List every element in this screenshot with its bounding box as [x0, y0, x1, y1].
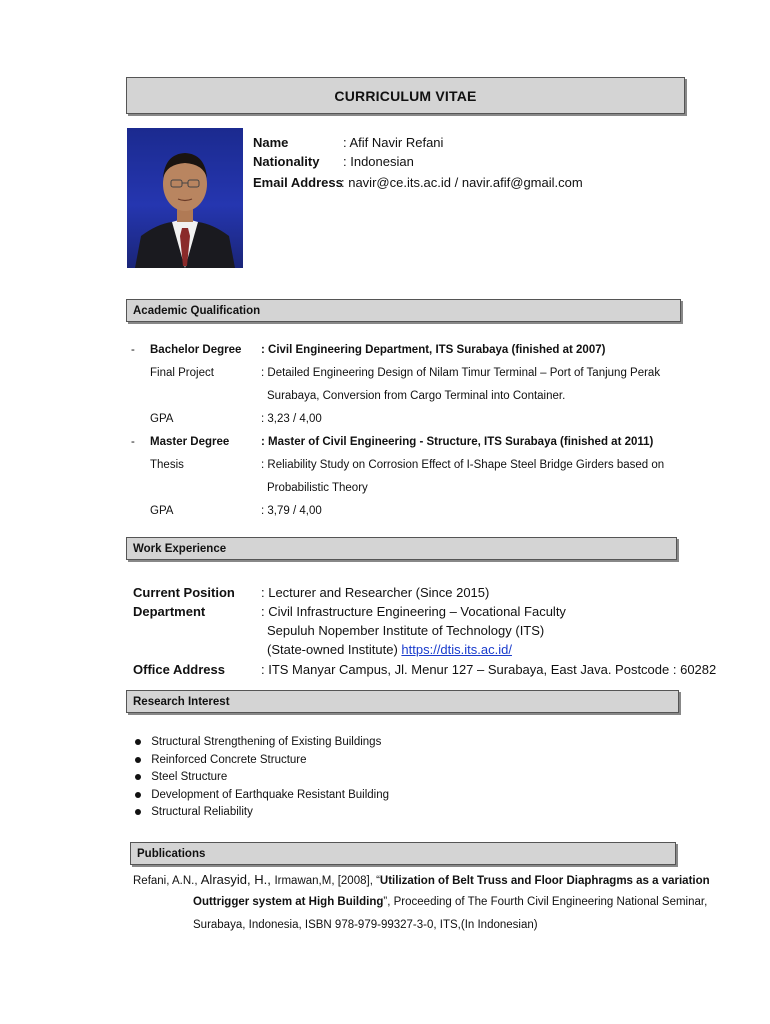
research-item: Development of Earthquake Resistant Building [135, 789, 389, 807]
research-item: Reinforced Concrete Structure [135, 754, 389, 772]
nationality-value: : Indonesian [343, 154, 414, 169]
office-address-value: : ITS Manyar Campus, Jl. Menur 127 – Surabaya, East Java. Postcode : 60282 [261, 662, 717, 677]
bachelor-gpa-label: GPA [150, 413, 174, 425]
publication-line-1: Refani, A.N., Alrasyid, H., Irmawan,M, [2008], “Utilization of Belt Truss and Floor Diaphragms as a variation [133, 872, 710, 887]
section-publications: Publications [130, 842, 676, 865]
bachelor-label: Bachelor Degree [150, 344, 242, 356]
profile-photo [127, 128, 243, 268]
master-gpa-value: : 3,79 / 4,00 [261, 505, 322, 517]
bullet-icon [135, 757, 141, 763]
current-position-value: : Lecturer and Researcher (Since 2015) [261, 585, 490, 600]
section-research: Research Interest [126, 690, 679, 713]
bachelor-dash: - [131, 344, 135, 356]
bullet-icon [135, 792, 141, 798]
final-project-label: Final Project [150, 367, 214, 379]
final-project-value: : Detailed Engineering Design of Nilam Timur Terminal – Port of Tanjung Perak [261, 367, 661, 379]
section-work: Work Experience [126, 537, 677, 560]
publication-line-2: Outtrigger system at High Building”, Proceeding of The Fourth Civil Engineering National Seminar, [193, 896, 708, 908]
department-label: Department [133, 604, 206, 619]
section-academic: Academic Qualification [126, 299, 681, 322]
name-label: Name [253, 135, 289, 150]
final-project-value-cont: Surabaya, Conversion from Cargo Terminal into Container. [267, 390, 566, 402]
research-list [135, 736, 389, 824]
master-gpa-label: GPA [150, 505, 174, 517]
master-dash: - [131, 436, 135, 448]
thesis-value: : Reliability Study on Corrosion Effect of I-Shape Steel Bridge Girders based on [261, 459, 665, 471]
cv-title: CURRICULUM VITAE [126, 77, 685, 114]
research-item: Structural Reliability [135, 806, 389, 824]
research-item: Structural Strengthening of Existing Buildings [135, 736, 389, 754]
current-position-label: Current Position [133, 585, 235, 600]
state-owned-label: (State-owned Institute) [267, 642, 402, 657]
institution-name: Sepuluh Nopember Institute of Technology (ITS) [267, 623, 545, 638]
department-value: : Civil Infrastructure Engineering – Vocational Faculty [261, 604, 566, 619]
email-label: Email Address [253, 175, 343, 190]
bullet-icon [135, 739, 141, 745]
publication-line-3: Surabaya, Indonesia, ISBN 978-979-99327-3-0, ITS,(In Indonesian) [193, 919, 538, 931]
bachelor-value: : Civil Engineering Department, ITS Surabaya (finished at 2007) [261, 344, 606, 356]
master-value: : Master of Civil Engineering - Structure, ITS Surabaya (finished at 2011) [261, 436, 654, 448]
institution-link[interactable]: https://dtis.its.ac.id/ [401, 642, 512, 657]
thesis-value-cont: Probabilistic Theory [267, 482, 368, 494]
bullet-icon [135, 774, 141, 780]
bullet-icon [135, 809, 141, 815]
research-item: Steel Structure [135, 771, 389, 789]
master-label: Master Degree [150, 436, 230, 448]
email-value: : navir@ce.its.ac.id / navir.afif@gmail.com [341, 175, 583, 190]
thesis-label: Thesis [150, 459, 184, 471]
office-address-label: Office Address [133, 662, 225, 677]
bachelor-gpa-value: : 3,23 / 4,00 [261, 413, 322, 425]
name-value: : Afif Navir Refani [343, 135, 444, 150]
nationality-label: Nationality [253, 154, 320, 169]
